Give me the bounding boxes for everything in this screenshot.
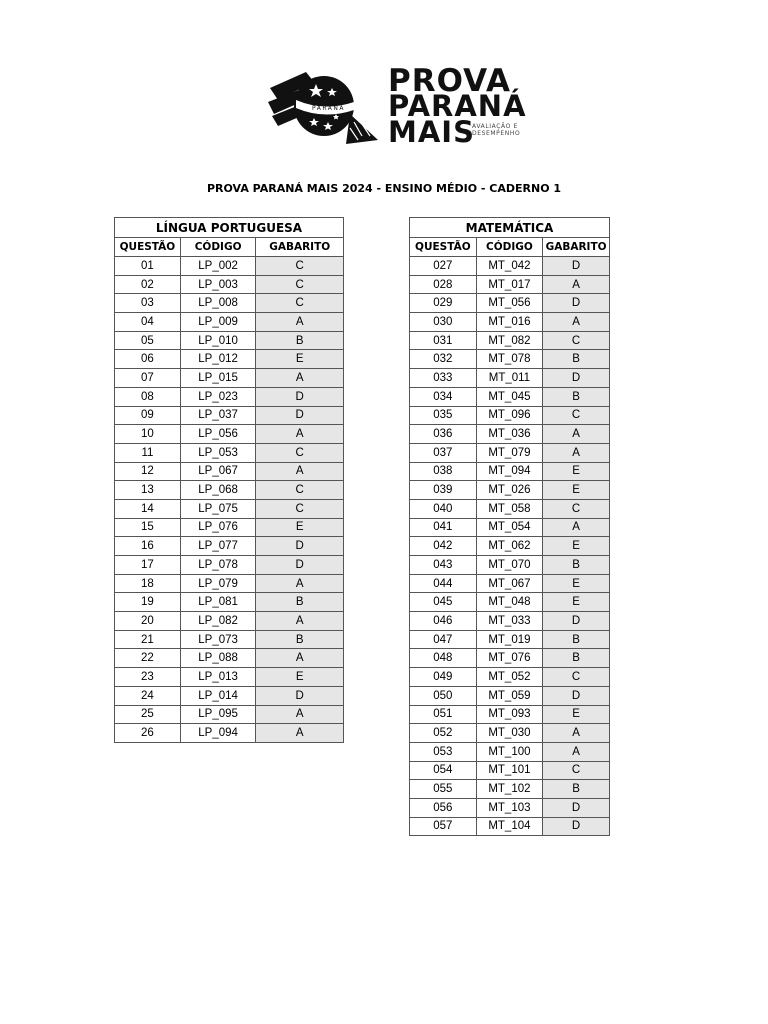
questao-cell: 038 [410,462,477,481]
column-header-codigo: CÓDIGO [180,238,256,257]
gabarito-cell: C [543,668,610,687]
codigo-cell: MT_011 [476,369,542,388]
gabarito-cell: D [256,387,344,406]
table-row [410,387,610,406]
questao-cell: 18 [115,574,181,593]
gabarito-cell: D [543,257,610,276]
questao-cell: 039 [410,481,477,500]
gabarito-cell: A [543,724,610,743]
table-row [410,761,610,780]
codigo-cell: LP_012 [180,350,256,369]
table-row [410,499,610,518]
gabarito-cell: A [543,425,610,444]
codigo-cell: LP_037 [180,406,256,425]
codigo-cell: LP_077 [180,537,256,556]
logo-word-prova: PROVA [388,63,511,99]
gabarito-cell: A [543,313,610,332]
codigo-cell: MT_102 [476,780,542,799]
table-row [410,593,610,612]
gabarito-cell: C [543,406,610,425]
questao-cell: 050 [410,686,477,705]
gabarito-cell: E [543,705,610,724]
table-row [410,724,610,743]
codigo-cell: MT_054 [476,518,542,537]
questao-cell: 16 [115,537,181,556]
questao-cell: 054 [410,761,477,780]
table-title: LÍNGUA PORTUGUESA [115,218,344,238]
questao-cell: 047 [410,630,477,649]
questao-cell: 051 [410,705,477,724]
codigo-cell: LP_078 [180,556,256,575]
table-row [115,556,344,575]
codigo-cell: MT_056 [476,294,542,313]
gabarito-cell: E [543,462,610,481]
questao-cell: 02 [115,275,181,294]
questao-cell: 11 [115,443,181,462]
codigo-cell: LP_076 [180,518,256,537]
codigo-cell: LP_014 [180,686,256,705]
codigo-cell: MT_103 [476,798,542,817]
table-row [115,612,344,631]
questao-cell: 15 [115,518,181,537]
codigo-cell: MT_096 [476,406,542,425]
questao-cell: 049 [410,668,477,687]
codigo-cell: LP_015 [180,369,256,388]
gabarito-cell: B [256,593,344,612]
parana-emblem-icon [266,66,384,146]
gabarito-cell: E [256,668,344,687]
questao-cell: 031 [410,331,477,350]
table-row [410,574,610,593]
codigo-cell: LP_068 [180,481,256,500]
questao-cell: 033 [410,369,477,388]
questao-cell: 12 [115,462,181,481]
table-row [410,630,610,649]
questao-cell: 056 [410,798,477,817]
codigo-cell: LP_013 [180,668,256,687]
questao-cell: 030 [410,313,477,332]
gabarito-cell: A [256,425,344,444]
codigo-cell: MT_045 [476,387,542,406]
prova-parana-mais-logo [266,62,536,148]
table-row [115,649,344,668]
codigo-cell: LP_081 [180,593,256,612]
questao-cell: 26 [115,724,181,743]
gabarito-cell: D [543,798,610,817]
gabarito-cell: D [256,406,344,425]
questao-cell: 19 [115,593,181,612]
codigo-cell: MT_058 [476,499,542,518]
gabarito-cell: C [543,761,610,780]
table-row [410,742,610,761]
questao-cell: 14 [115,499,181,518]
lingua-portuguesa-answer-table [114,217,344,743]
column-header-gabarito: GABARITO [256,238,344,257]
codigo-cell: LP_002 [180,257,256,276]
table-row [410,443,610,462]
codigo-cell: MT_067 [476,574,542,593]
codigo-cell: MT_033 [476,612,542,631]
codigo-cell: LP_023 [180,387,256,406]
gabarito-cell: B [543,556,610,575]
questao-cell: 037 [410,443,477,462]
codigo-cell: LP_053 [180,443,256,462]
gabarito-cell: A [543,275,610,294]
questao-cell: 055 [410,780,477,799]
questao-cell: 06 [115,350,181,369]
table-row [115,668,344,687]
table-row [410,275,610,294]
questao-cell: 03 [115,294,181,313]
table-row [115,462,344,481]
questao-cell: 09 [115,406,181,425]
table-row [410,798,610,817]
table-row [115,313,344,332]
table-row [115,705,344,724]
codigo-cell: MT_104 [476,817,542,836]
codigo-cell: LP_009 [180,313,256,332]
table-row [115,499,344,518]
questao-cell: 046 [410,612,477,631]
gabarito-cell: C [543,499,610,518]
questao-cell: 22 [115,649,181,668]
codigo-cell: LP_056 [180,425,256,444]
table-row [410,556,610,575]
table-row [410,462,610,481]
questao-cell: 036 [410,425,477,444]
codigo-cell: MT_048 [476,593,542,612]
gabarito-cell: A [256,313,344,332]
table-row [410,817,610,836]
questao-cell: 032 [410,350,477,369]
table-row [410,612,610,631]
gabarito-cell: A [256,724,344,743]
gabarito-cell: E [543,481,610,500]
codigo-cell: MT_100 [476,742,542,761]
codigo-cell: MT_016 [476,313,542,332]
column-header-codigo: CÓDIGO [476,238,542,257]
table-row [115,275,344,294]
table-row [115,630,344,649]
codigo-cell: LP_003 [180,275,256,294]
logo-subtitle: AVALIAÇÃO E DESEMPENHO [472,123,521,137]
table-row [410,331,610,350]
codigo-cell: MT_052 [476,668,542,687]
codigo-cell: MT_030 [476,724,542,743]
table-row [410,537,610,556]
gabarito-cell: C [256,257,344,276]
questao-cell: 057 [410,817,477,836]
codigo-cell: MT_036 [476,425,542,444]
gabarito-cell: A [256,649,344,668]
logo-word-parana: PARANÁ [388,89,527,123]
gabarito-cell: A [256,705,344,724]
questao-cell: 035 [410,406,477,425]
gabarito-cell: C [256,481,344,500]
logo-word-mais: MAIS [388,115,475,149]
gabarito-cell: A [256,612,344,631]
table-row [115,443,344,462]
codigo-cell: MT_017 [476,275,542,294]
codigo-cell: LP_008 [180,294,256,313]
codigo-cell: MT_062 [476,537,542,556]
codigo-cell: MT_070 [476,556,542,575]
gabarito-cell: A [256,574,344,593]
codigo-cell: MT_042 [476,257,542,276]
column-header-questao: QUESTÃO [115,238,181,257]
gabarito-cell: B [543,649,610,668]
codigo-cell: MT_059 [476,686,542,705]
emblem-label: PARANÁ [312,105,345,112]
gabarito-cell: C [543,331,610,350]
questao-cell: 028 [410,275,477,294]
gabarito-cell: D [256,686,344,705]
table-row [115,331,344,350]
gabarito-cell: D [543,612,610,631]
gabarito-cell: B [256,630,344,649]
questao-cell: 05 [115,331,181,350]
codigo-cell: LP_075 [180,499,256,518]
gabarito-cell: A [256,369,344,388]
table-row [115,294,344,313]
questao-cell: 07 [115,369,181,388]
questao-cell: 041 [410,518,477,537]
column-header-questao: QUESTÃO [410,238,477,257]
table-row [410,406,610,425]
codigo-cell: MT_078 [476,350,542,369]
gabarito-cell: B [256,331,344,350]
table-row [410,257,610,276]
codigo-cell: LP_010 [180,331,256,350]
questao-cell: 044 [410,574,477,593]
gabarito-cell: E [543,537,610,556]
gabarito-cell: B [543,387,610,406]
gabarito-cell: D [543,686,610,705]
gabarito-cell: E [543,574,610,593]
questao-cell: 21 [115,630,181,649]
gabarito-cell: A [543,742,610,761]
codigo-cell: MT_082 [476,331,542,350]
table-row [115,537,344,556]
table-row [115,574,344,593]
codigo-cell: MT_079 [476,443,542,462]
codigo-cell: LP_082 [180,612,256,631]
questao-cell: 042 [410,537,477,556]
questao-cell: 048 [410,649,477,668]
codigo-cell: LP_088 [180,649,256,668]
table-row [115,425,344,444]
table-row [115,593,344,612]
questao-cell: 034 [410,387,477,406]
gabarito-cell: B [543,350,610,369]
questao-cell: 08 [115,387,181,406]
matematica-answer-table [409,217,610,836]
table-row [410,294,610,313]
questao-cell: 01 [115,257,181,276]
table-row [115,518,344,537]
gabarito-cell: A [256,462,344,481]
table-row [115,481,344,500]
document-title: PROVA PARANÁ MAIS 2024 - ENSINO MÉDIO - CADERNO 1 [206,182,562,195]
gabarito-cell: E [256,350,344,369]
table-row [115,369,344,388]
questao-cell: 04 [115,313,181,332]
gabarito-cell: C [256,443,344,462]
column-header-gabarito: GABARITO [543,238,610,257]
table-row [410,705,610,724]
gabarito-cell: D [543,294,610,313]
codigo-cell: LP_094 [180,724,256,743]
codigo-cell: MT_076 [476,649,542,668]
codigo-cell: MT_101 [476,761,542,780]
gabarito-cell: B [543,630,610,649]
codigo-cell: MT_093 [476,705,542,724]
codigo-cell: MT_094 [476,462,542,481]
gabarito-cell: D [543,817,610,836]
table-row [115,406,344,425]
table-row [410,350,610,369]
codigo-cell: LP_073 [180,630,256,649]
codigo-cell: MT_019 [476,630,542,649]
gabarito-cell: E [543,593,610,612]
questao-cell: 053 [410,742,477,761]
questao-cell: 045 [410,593,477,612]
gabarito-cell: A [543,443,610,462]
table-row [410,668,610,687]
table-row [115,257,344,276]
table-row [410,425,610,444]
questao-cell: 25 [115,705,181,724]
codigo-cell: LP_067 [180,462,256,481]
questao-cell: 043 [410,556,477,575]
gabarito-cell: D [256,556,344,575]
questao-cell: 10 [115,425,181,444]
codigo-cell: MT_026 [476,481,542,500]
table-row [115,724,344,743]
table-row [115,387,344,406]
table-row [410,518,610,537]
gabarito-cell: C [256,294,344,313]
table-row [410,481,610,500]
questao-cell: 052 [410,724,477,743]
gabarito-cell: C [256,499,344,518]
gabarito-cell: B [543,780,610,799]
questao-cell: 20 [115,612,181,631]
table-row [410,313,610,332]
questao-cell: 24 [115,686,181,705]
table-row [115,350,344,369]
codigo-cell: LP_095 [180,705,256,724]
codigo-cell: LP_079 [180,574,256,593]
gabarito-cell: D [543,369,610,388]
questao-cell: 027 [410,257,477,276]
questao-cell: 23 [115,668,181,687]
table-row [410,686,610,705]
questao-cell: 029 [410,294,477,313]
questao-cell: 17 [115,556,181,575]
table-row [410,649,610,668]
table-row [410,369,610,388]
gabarito-cell: A [543,518,610,537]
gabarito-cell: E [256,518,344,537]
table-row [115,686,344,705]
gabarito-cell: D [256,537,344,556]
questao-cell: 13 [115,481,181,500]
questao-cell: 040 [410,499,477,518]
gabarito-cell: C [256,275,344,294]
table-row [410,780,610,799]
table-title: MATEMÁTICA [410,218,610,238]
